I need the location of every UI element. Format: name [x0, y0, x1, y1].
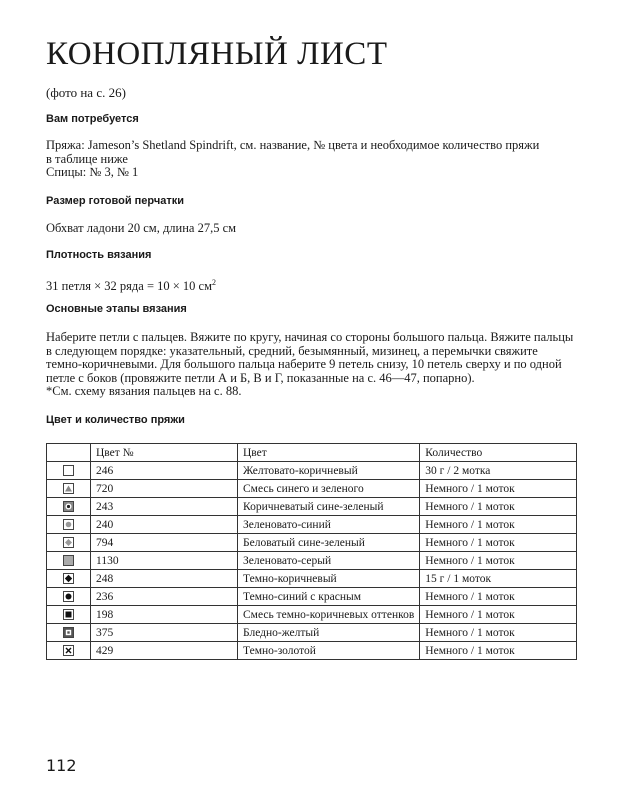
- materials-heading: Вам потребуется: [46, 113, 139, 125]
- steps-text: [46, 331, 573, 399]
- color-number-cell: 248: [91, 570, 238, 588]
- color-number-cell: 240: [91, 516, 238, 534]
- quantity-cell: Немного / 1 моток: [420, 516, 577, 534]
- color-name-cell: Темно-синий с красным: [238, 588, 420, 606]
- symbol-cell: [47, 642, 91, 660]
- steps-line: Наберите петли с пальцев. Вяжите по кругу, начиная со стороны большого пальца. Вяжите пальцы: [46, 330, 574, 344]
- gauge-text-sup: 2: [212, 278, 217, 287]
- photo-reference: (фото на с. 26): [46, 85, 126, 100]
- table-row: [47, 516, 577, 534]
- steps-line: в следующем порядке: указательный, средний, безымянный, мизинец, а перемычки свяжите: [46, 343, 538, 358]
- quantity-cell: Немного / 1 моток: [420, 552, 577, 570]
- black-square-square-icon: [63, 609, 74, 620]
- triangle-square-icon: [63, 483, 74, 494]
- table-row: [47, 642, 577, 660]
- color-number-cell: 375: [91, 624, 238, 642]
- target-square-icon: [63, 501, 74, 512]
- color-name-cell: Темно-коричневый: [238, 570, 420, 588]
- hollow-square-square-icon: [63, 627, 74, 638]
- quantity-cell: Немного / 1 моток: [420, 534, 577, 552]
- black-dot-square-icon: [63, 591, 74, 602]
- table-heading: Цвет и количество пряжи: [46, 414, 185, 426]
- color-name-cell: Бледно-желтый: [238, 624, 420, 642]
- color-name-cell: Смесь синего и зеленого: [238, 480, 420, 498]
- table-header-row: [47, 444, 577, 462]
- page-number: 112: [46, 756, 77, 775]
- table-row: [47, 570, 577, 588]
- header-cell: Цвет: [238, 444, 420, 462]
- header-cell: Цвет №: [91, 444, 238, 462]
- yarn-table: [46, 443, 577, 660]
- steps-line: петле с боков (провяжите петли А и Б, В и Г, показанные на с. 46—47, попарно).: [46, 370, 475, 385]
- color-number-cell: 794: [91, 534, 238, 552]
- symbol-cell: [47, 570, 91, 588]
- symbol-cell: [47, 552, 91, 570]
- color-name-cell: Зеленовато-синий: [238, 516, 420, 534]
- table-row: [47, 606, 577, 624]
- color-number-cell: 720: [91, 480, 238, 498]
- quantity-cell: Немного / 1 моток: [420, 624, 577, 642]
- color-number-cell: 236: [91, 588, 238, 606]
- materials-line: Пряжа: Jameson’s Shetland Spindrift, см. название, № цвета и необходимое количество пряжи: [46, 138, 540, 152]
- materials-line: Спицы: № 3, № 1: [46, 165, 139, 179]
- color-name-cell: Коричневатый сине-зеленый: [238, 498, 420, 516]
- table-row: [47, 480, 577, 498]
- table-row: [47, 534, 577, 552]
- quantity-cell: Немного / 1 моток: [420, 642, 577, 660]
- gauge-heading: Плотность вязания: [46, 249, 152, 261]
- symbol-cell: [47, 498, 91, 516]
- symbol-cell: [47, 588, 91, 606]
- materials-text: [46, 139, 539, 180]
- gray-fill-square-icon: [63, 555, 74, 566]
- color-number-cell: 1130: [91, 552, 238, 570]
- color-name-cell: Желтовато-коричневый: [238, 462, 420, 480]
- quantity-cell: 30 г / 2 мотка: [420, 462, 577, 480]
- quantity-cell: Немного / 1 моток: [420, 480, 577, 498]
- table-row: [47, 552, 577, 570]
- color-number-cell: 429: [91, 642, 238, 660]
- cross-square-icon: [63, 645, 74, 656]
- header-cell: Количество: [420, 444, 577, 462]
- gray-dot-square-icon: [63, 519, 74, 530]
- steps-heading: Основные этапы вязания: [46, 303, 187, 315]
- table-row: [47, 498, 577, 516]
- symbol-cell: [47, 462, 91, 480]
- symbol-cell: [47, 480, 91, 498]
- materials-line: в таблице ниже: [46, 151, 128, 166]
- symbol-cell: [47, 516, 91, 534]
- color-number-cell: 243: [91, 498, 238, 516]
- size-text: Обхват ладони 20 см, длина 27,5 см: [46, 221, 237, 235]
- color-name-cell: Смесь темно-коричневых оттенков: [238, 606, 420, 624]
- color-number-cell: 198: [91, 606, 238, 624]
- table-row: [47, 588, 577, 606]
- blank-square-icon: [63, 465, 74, 476]
- gauge-text-main: 31 петля × 32 ряда = 10 × 10 см: [46, 279, 213, 294]
- steps-line: *См. схему вязания пальцев на с. 88.: [46, 384, 242, 398]
- color-name-cell: Темно-золотой: [238, 642, 420, 660]
- symbol-cell: [47, 534, 91, 552]
- black-diamond-square-icon: [63, 573, 74, 584]
- header-cell: [47, 444, 91, 462]
- color-number-cell: 246: [91, 462, 238, 480]
- table-row: [47, 462, 577, 480]
- quantity-cell: Немного / 1 моток: [420, 498, 577, 516]
- quantity-cell: Немного / 1 моток: [420, 588, 577, 606]
- symbol-cell: [47, 624, 91, 642]
- quantity-cell: 15 г / 1 моток: [420, 570, 577, 588]
- color-name-cell: Беловатый сине-зеленый: [238, 534, 420, 552]
- symbol-cell: [47, 606, 91, 624]
- gray-diamond-square-icon: [63, 537, 74, 548]
- page-title: КОНОПЛЯНЫЙ ЛИСТ: [46, 36, 388, 72]
- steps-line: темно-коричневыми. Для большого пальца наберите 9 петель снизу, 10 петель сверху и по одной: [46, 357, 562, 371]
- table-row: [47, 624, 577, 642]
- size-heading: Размер готовой перчатки: [46, 195, 185, 207]
- color-name-cell: Зеленовато-серый: [238, 552, 420, 570]
- quantity-cell: Немного / 1 моток: [420, 606, 577, 624]
- gauge-text: [46, 276, 216, 294]
